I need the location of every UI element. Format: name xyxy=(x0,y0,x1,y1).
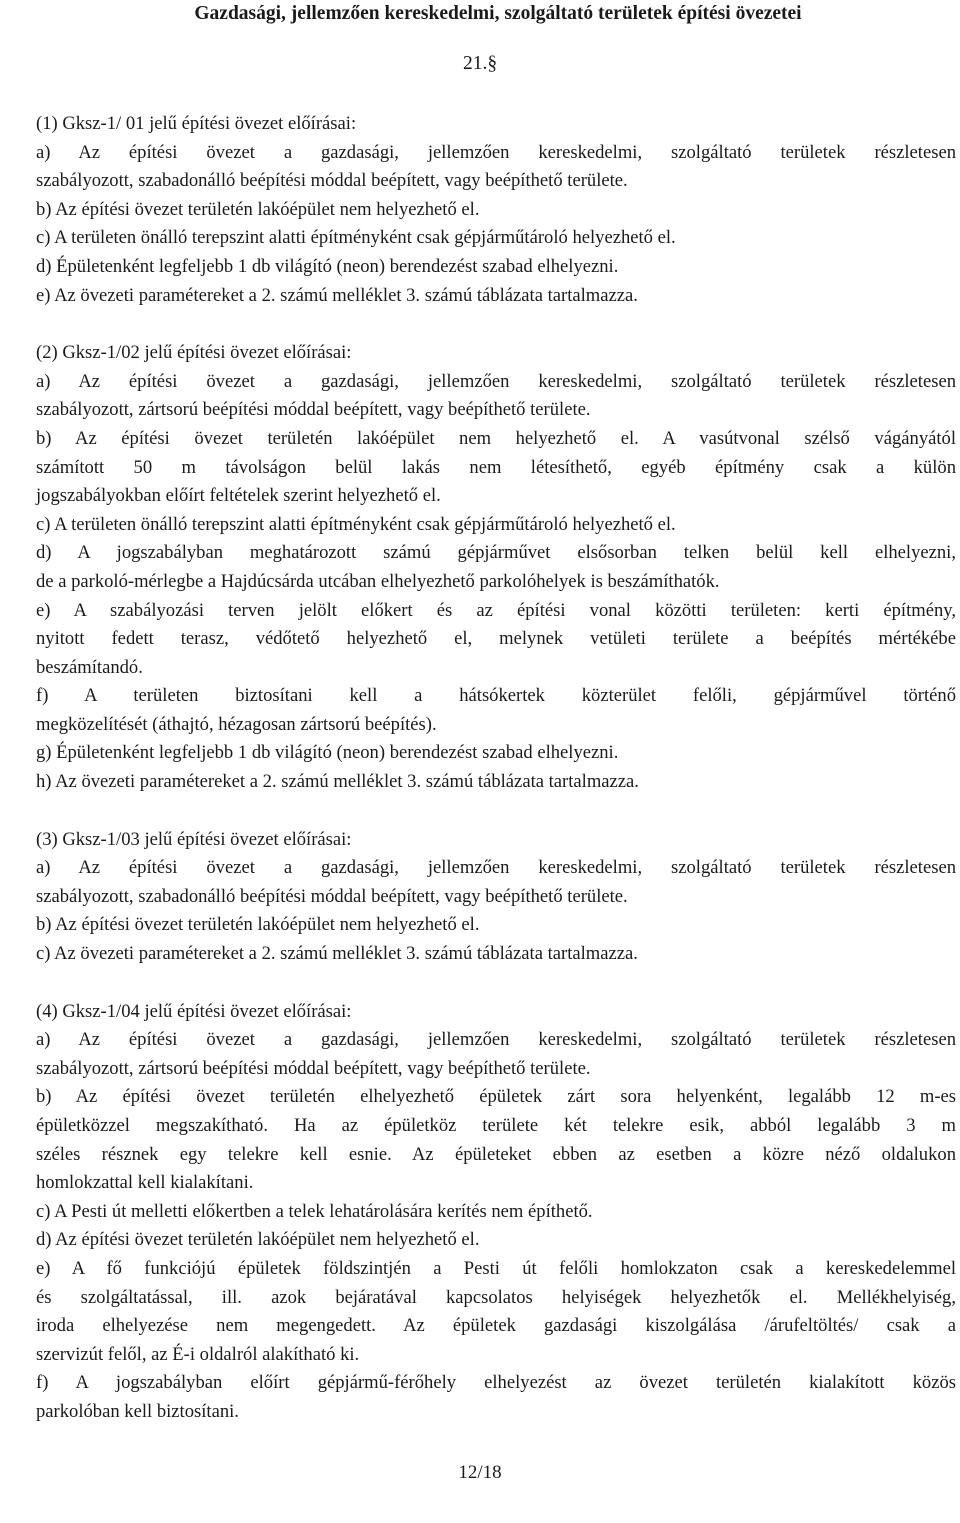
paragraph-line: iroda elhelyezése nem megengedett. Az épületek gazdasági kiszolgálása /árufeltöltés/ csak a xyxy=(36,1315,956,1337)
document-body xyxy=(36,110,956,1427)
paragraph-line: szabályozott, szabadonálló beépítési móddal beépített, vagy beépíthető területe. xyxy=(36,885,628,907)
paragraph-line: e) Az övezeti paramétereket a 2. számú melléklet 3. számú táblázata tartalmazza. xyxy=(36,284,638,306)
paragraph-line: parkolóban kell biztosítani. xyxy=(36,1400,239,1422)
paragraph-line: a) Az építési övezet a gazdasági, jellemzően kereskedelmi, szolgáltató területek részletesen xyxy=(36,1029,956,1051)
paragraph-line: épületközzel megszakítható. Ha az épületköz területe két telekre esik, abból legalább 3 m xyxy=(36,1115,956,1136)
paragraph-block xyxy=(36,998,956,1427)
paragraph-line: szabályozott, zártsorú beépítési móddal beépített, vagy beépíthető területe. xyxy=(36,1057,591,1079)
paragraph-line: h) Az övezeti paramétereket a 2. számú melléklet 3. számú táblázata tartalmazza. xyxy=(36,771,639,793)
paragraph-line: b) Az építési övezet területén lakóépület nem helyezhető el. xyxy=(36,198,480,220)
paragraph-heading: (3) Gksz-1/03 jelű építési övezet előírásai: xyxy=(36,828,352,850)
paragraph-line: f) A jogszabályban előírt gépjármű-férőhely elhelyezést az övezet területén kialakított közös xyxy=(36,1372,956,1394)
paragraph-line: a) Az építési övezet a gazdasági, jellemzően kereskedelmi, szolgáltató területek részletesen xyxy=(36,370,956,392)
paragraph-line: d) A jogszabályban meghatározott számú gépjárművet elsősorban telken belül kell elhelyezni, xyxy=(36,542,956,564)
paragraph-line: c) A területen önálló terepszint alatti építményként csak gépjárműtároló helyezhető el. xyxy=(36,227,676,249)
paragraph-line: d) Épületenként legfeljebb 1 db világító (neon) berendezést szabad elhelyezni. xyxy=(36,255,619,277)
paragraph-line: b) Az építési övezet területén elhelyezhető épületek zárt sora helyenként, legalább 12 m-es xyxy=(36,1086,956,1108)
paragraph-line: és szolgáltatással, ill. azok bejáratával kapcsolatos helyiségek helyezhetők el. Mellékhelyiség, xyxy=(36,1286,956,1308)
paragraph-block xyxy=(36,339,956,797)
paragraph-line: c) A Pesti út melletti előkertben a telek lehatárolására kerítés nem építhető. xyxy=(36,1200,593,1222)
paragraph-line: c) Az övezeti paramétereket a 2. számú melléklet 3. számú táblázata tartalmazza. xyxy=(36,943,638,965)
paragraph-block xyxy=(36,110,956,310)
paragraph-line: d) Az építési övezet területén lakóépület nem helyezhető el. xyxy=(36,1229,480,1251)
paragraph-line: de a parkoló-mérlegbe a Hajdúcsárda utcában elhelyezhető parkolóhelyek is beszámíthatók. xyxy=(36,570,720,592)
paragraph-line: beszámítandó. xyxy=(36,656,143,678)
paragraph-line: szervizút felől, az É-i oldalról alakítható ki. xyxy=(36,1343,360,1365)
paragraph-line: g) Épületenként legfeljebb 1 db világító (neon) berendezést szabad elhelyezni. xyxy=(36,742,619,764)
paragraph-heading: (2) Gksz-1/02 jelű építési övezet előírásai: xyxy=(36,342,352,364)
page-title: Gazdasági, jellemzően kereskedelmi, szolgáltató területek építési övezetei xyxy=(194,3,802,24)
paragraph-line: b) Az építési övezet területén lakóépület nem helyezhető el. xyxy=(36,914,480,936)
paragraph-line: c) A területen önálló terepszint alatti építményként csak gépjárműtároló helyezhető el. xyxy=(36,513,676,535)
paragraph-line: számított 50 m távolságon belül lakás nem létesíthető, egyéb építmény csak a külön xyxy=(36,456,956,478)
paragraph-line: a) Az építési övezet a gazdasági, jellemzően kereskedelmi, szolgáltató területek részletesen xyxy=(36,857,956,879)
paragraph-heading: (1) Gksz-1/ 01 jelű építési övezet előírásai: xyxy=(36,113,357,134)
section-number-text: 21.§ xyxy=(462,53,498,74)
paragraph-heading: (4) Gksz-1/04 jelű építési övezet előírásai: xyxy=(36,1000,352,1022)
page-number: 12/18 xyxy=(458,1462,502,1483)
paragraph-line: széles résznek egy telekre kell esnie. Az épületeket ebben az esetben a közre néző oldalukon xyxy=(36,1143,956,1165)
paragraph-line: f) A területen biztosítani kell a hátsókertek közterület felőli, gépjárművel történő xyxy=(36,685,956,707)
paragraph-line: b) Az építési övezet területén lakóépület nem helyezhető el. A vasútvonal szélső vágányától xyxy=(36,427,956,449)
section-number xyxy=(0,52,960,76)
paragraph-line: e) A fő funkciójú épületek földszintjén a Pesti út felőli homlokzaton csak a kereskedelemmel xyxy=(36,1257,956,1279)
paragraph-line: szabályozott, zártsorú beépítési móddal beépített, vagy beépíthető területe. xyxy=(36,399,591,421)
paragraph-line: nyitott fedett terasz, védőtető helyezhető el, melynek vetületi területe a beépítés mértékébe xyxy=(36,628,956,650)
paragraph-line: e) A szabályozási terven jelölt előkert és az építési vonal közötti területen: kerti építmény, xyxy=(36,599,956,621)
paragraph-line: jogszabályokban előírt feltételek szerint helyezhető el. xyxy=(36,485,441,507)
paragraph-line: a) Az építési övezet a gazdasági, jellemzően kereskedelmi, szolgáltató területek részletesen xyxy=(36,141,956,163)
paragraph-block xyxy=(36,826,956,969)
paragraph-line: megközelítését (áthajtó, hézagosan zártsorú beépítés). xyxy=(36,713,437,735)
paragraph-line: homlokzattal kell kialakítani. xyxy=(36,1172,254,1194)
paragraph-line: szabályozott, szabadonálló beépítési móddal beépített, vagy beépíthető területe. xyxy=(36,170,628,192)
